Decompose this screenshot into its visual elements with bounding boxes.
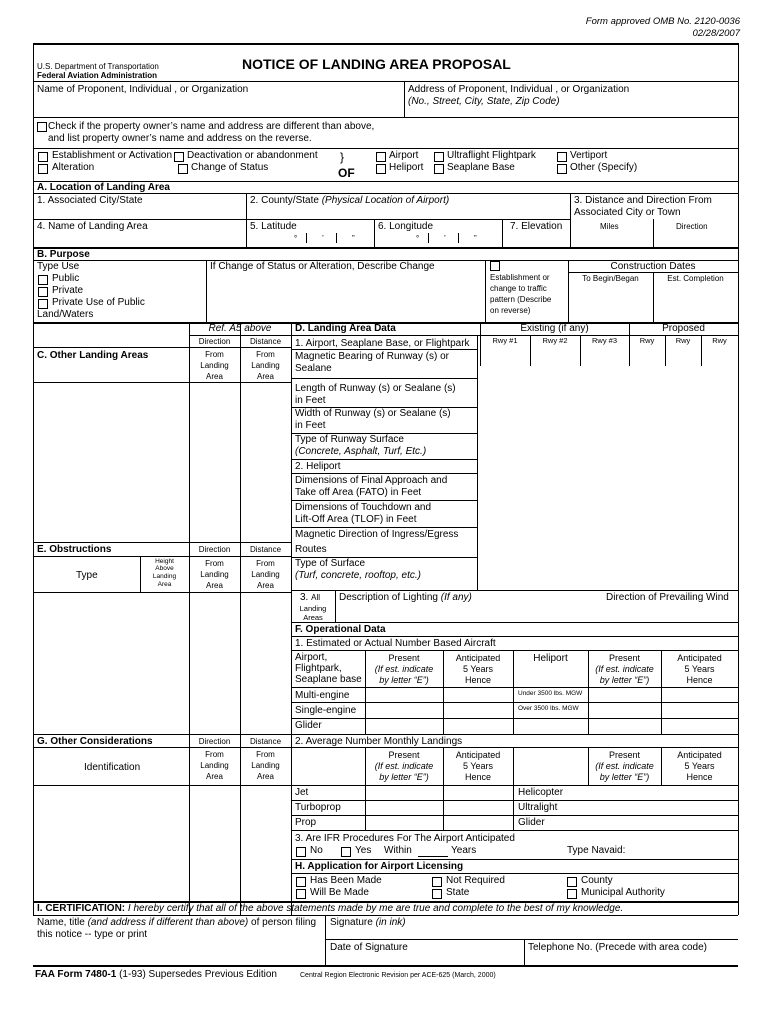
brace: } — [340, 150, 345, 164]
heli-present: Present — [608, 653, 641, 663]
divider — [33, 542, 291, 543]
f-item-3: 3. Are IFR Procedures For The Airport Anticipated — [295, 833, 515, 844]
g-distance-label: Distance — [249, 737, 282, 746]
section-a-title: A. Location of Landing Area — [37, 182, 170, 193]
pattern-line-2: change to traffic — [490, 284, 547, 293]
glider-row-label: Glider — [518, 817, 545, 828]
airport-type-3: Seaplane base — [295, 674, 362, 685]
divider — [291, 473, 477, 474]
divider — [33, 117, 738, 118]
elevation-label: 7. Elevation — [510, 221, 563, 232]
divider — [374, 219, 375, 247]
divider — [33, 247, 738, 249]
e-height-4: Area — [157, 581, 172, 588]
divider — [291, 349, 477, 350]
e-height-1: Height — [155, 558, 174, 565]
ultralight-checkbox[interactable] — [434, 152, 444, 162]
heli-anticipated: Anticipated — [677, 653, 722, 663]
g-from-3: Area — [206, 772, 223, 781]
section-e-title: E. Obstructions — [37, 544, 112, 555]
divider — [291, 590, 738, 591]
divider — [291, 873, 738, 874]
routes-label: Magnetic Direction of Ingress/Egress — [295, 529, 459, 540]
divider — [291, 622, 738, 623]
name-title-label-2: this notice -- type or print — [37, 929, 148, 940]
alteration-checkbox[interactable] — [38, 164, 48, 174]
lat-min: ’ — [322, 234, 324, 243]
divider — [404, 81, 405, 117]
section-h-title: H. Application for Airport Licensing — [295, 861, 464, 872]
width-label: Width of Runway (s) or Sealane (s) — [295, 408, 451, 419]
divider — [291, 785, 738, 786]
form-title: NOTICE OF LANDING AREA PROPOSAL — [242, 56, 511, 72]
divider — [291, 378, 477, 379]
magnetic-bearing-label: Magnetic Bearing of Runway (s) or — [295, 351, 449, 362]
owner-check-text-2: and list property owner’s name and address on the reverse. — [48, 133, 312, 144]
divider — [653, 219, 654, 247]
ifr-yes-checkbox[interactable] — [341, 847, 351, 857]
e-height-3: Landing — [152, 573, 177, 580]
name-title-label: Name, title (and address if different than above) of person filing — [37, 917, 317, 928]
direction-label: Direction — [676, 222, 708, 231]
length-label-2: in Feet — [295, 395, 326, 406]
proposed-label: Proposed — [662, 323, 705, 334]
divider — [33, 219, 570, 220]
owner-different-checkbox[interactable] — [37, 122, 47, 132]
pattern-line-4: on reverse) — [490, 306, 531, 315]
not-required-checkbox[interactable] — [432, 877, 442, 887]
ifr-no-label: No — [310, 845, 323, 856]
e-direction-label: Direction — [198, 545, 231, 554]
section-b-title: B. Purpose — [37, 249, 90, 260]
e-from-3: Area — [206, 581, 223, 590]
landings-present: Present — [388, 750, 420, 760]
pattern-line-1: Establishment or — [490, 273, 550, 282]
divider — [291, 859, 738, 860]
divider — [502, 219, 503, 247]
divider — [336, 233, 337, 243]
heli-present-hint-2: by letter “E”) — [599, 675, 650, 685]
telephone-label: Telephone No. (Precede with area code) — [528, 942, 707, 953]
within-years-input[interactable] — [418, 856, 448, 857]
e-height-2: Above — [155, 565, 174, 572]
surface-hint: (Concrete, Asphalt, Turf, Etc.) — [295, 446, 427, 457]
distance-label-2: Associated City or Town — [574, 207, 681, 218]
vertiport-checkbox[interactable] — [557, 152, 567, 162]
landing-area-name-label: 4. Name of Landing Area — [37, 221, 148, 232]
heli-landings-present: Present — [608, 750, 641, 760]
ifr-no-checkbox[interactable] — [296, 847, 306, 857]
license-made-checkbox[interactable] — [296, 877, 306, 887]
rwy-prop-1: Rwy — [639, 336, 655, 345]
lighting-label: Description of Lighting (If any) — [339, 592, 472, 603]
landings-present-hint-2: by letter “E”) — [379, 772, 429, 782]
divider — [291, 527, 477, 528]
navaid-label: Type Navaid: — [567, 845, 626, 856]
tlof-label-2: Lift-Off Area (TLOF) in Feet — [295, 514, 417, 525]
public-label: Public — [52, 273, 80, 284]
multi-engine-label: Multi-engine — [295, 690, 350, 701]
establishment-checkbox[interactable] — [38, 152, 48, 162]
lon-min: ’ — [444, 234, 446, 243]
divider — [33, 347, 291, 348]
anticipated-label: Anticipated — [455, 653, 501, 663]
divider — [189, 322, 190, 915]
omb-date: 02/28/2007 — [692, 28, 740, 39]
establishment-label: Establishment or Activation — [52, 150, 173, 161]
completion-label: Est. Completion — [667, 274, 724, 283]
section-c-title: C. Other Landing Areas — [37, 350, 149, 361]
divider — [570, 193, 571, 247]
present-label: Present — [388, 653, 420, 663]
e-type-label: Type — [76, 570, 98, 581]
license-will-checkbox[interactable] — [296, 889, 306, 899]
airport-label: Airport — [389, 150, 419, 161]
distance-label: 3. Distance and Direction From — [574, 195, 712, 206]
divider — [291, 650, 738, 651]
section-g-title: G. Other Considerations — [37, 736, 153, 747]
divider — [33, 915, 738, 916]
divider — [33, 382, 291, 383]
divider — [335, 590, 336, 622]
g-from-4: From — [256, 750, 275, 759]
present-hint-2: by letter “E”) — [379, 675, 429, 685]
divider — [291, 687, 738, 688]
municipal-checkbox[interactable] — [567, 889, 577, 899]
divider — [306, 233, 307, 243]
change-status-checkbox[interactable] — [178, 164, 188, 174]
heli-surface-label: Type of Surface — [295, 558, 366, 569]
ultralight-row-label: Ultralight — [518, 802, 558, 813]
heliport-checkbox[interactable] — [376, 164, 386, 174]
heli-present-hint: (If est. indicate — [595, 664, 654, 674]
ref-a5-label: Ref. A5 above — [208, 323, 272, 334]
prop-label: Prop — [295, 817, 317, 828]
pattern-change-checkbox[interactable] — [490, 261, 500, 271]
county-checkbox[interactable] — [567, 877, 577, 887]
c-from-6: Area — [257, 372, 274, 381]
divider — [524, 939, 525, 965]
divider — [428, 233, 429, 243]
divider — [33, 556, 291, 557]
agency-label: Federal Aviation Administration — [37, 71, 158, 80]
dept-label: U.S. Department of Transportation — [37, 62, 159, 71]
divider — [291, 800, 738, 801]
heli-landings-five: 5 Years — [684, 761, 715, 771]
divider — [33, 148, 738, 149]
airport-checkbox[interactable] — [376, 152, 386, 162]
divider — [291, 815, 738, 816]
form-number: FAA Form 7480-1 (1-93) Supersedes Previous Edition — [35, 969, 277, 980]
jet-label: Jet — [295, 787, 309, 798]
section-d-title: D. Landing Area Data — [295, 323, 396, 334]
type-use-label: Type Use — [37, 261, 80, 272]
g-from-5: Landing — [251, 761, 280, 770]
proponent-address-label: Address of Proponent, Individual , or Organization — [408, 84, 630, 95]
c-from-2: Landing — [200, 361, 229, 370]
of-label: OF — [338, 166, 355, 180]
seaplane-checkbox[interactable] — [434, 164, 444, 174]
divider — [485, 260, 486, 322]
miles-label: Miles — [600, 222, 619, 231]
rwy3-label: Rwy #3 — [591, 336, 617, 345]
divider — [291, 636, 738, 637]
fato-label: Dimensions of Final Approach and — [295, 475, 448, 486]
c-distance-label: Distance — [249, 337, 282, 346]
other-checkbox[interactable] — [557, 164, 567, 174]
g-from-1: From — [205, 750, 224, 759]
construction-dates-label: Construction Dates — [610, 261, 696, 272]
proponent-name-label: Name of Proponent, Individual , or Organization — [37, 84, 249, 95]
county-state-label: 2. County/State (Physical Location of Airport) — [250, 195, 450, 206]
f-item-1: 1. Estimated or Actual Number Based Aircraft — [295, 638, 496, 649]
divider — [206, 260, 207, 322]
heli-landings-hint: (If est. indicate — [595, 761, 654, 771]
certification-line: I. CERTIFICATION: I hereby certify that all of the above statements made by me are true and complete to the best of my knowledge. — [37, 903, 624, 914]
divider — [513, 747, 514, 830]
c-from-1: From — [205, 350, 224, 359]
identification-label: Identification — [84, 762, 141, 773]
all-areas-2: Areas — [303, 613, 323, 622]
c-from-3: Area — [206, 372, 223, 381]
tlof-label: Dimensions of Touchdown and — [295, 502, 432, 513]
divider — [291, 718, 738, 719]
landings-anticipated: Anticipated — [455, 750, 501, 760]
length-label: Length of Runway (s) or Sealane (s) — [295, 383, 456, 394]
begin-label: To Begin/Began — [582, 274, 639, 283]
rwy-prop-3: Rwy — [712, 336, 727, 345]
divider — [291, 702, 738, 703]
routes-label-2: Routes — [295, 544, 327, 555]
divider — [325, 915, 326, 965]
divider — [291, 734, 738, 735]
e-from-5: Landing — [251, 570, 280, 579]
seaplane-label: Seaplane Base — [447, 162, 515, 173]
hence-label: Hence — [464, 675, 491, 685]
divider — [246, 193, 247, 247]
pattern-line-3: pattern (Describe — [490, 295, 552, 304]
divider — [291, 459, 477, 460]
land-waters-label: Land/Waters — [37, 309, 94, 320]
lat-deg: ° — [294, 234, 298, 243]
divider — [33, 734, 291, 735]
c-from-4: From — [256, 350, 275, 359]
c-direction-label: Direction — [198, 337, 231, 346]
single-engine-label: Single-engine — [295, 705, 357, 716]
divider — [291, 500, 477, 501]
magnetic-bearing-label-2: Sealane — [295, 363, 332, 374]
years-label: Years — [451, 845, 477, 856]
omb-number: Form approved OMB No. 2120-0036 — [585, 16, 740, 27]
g-from-2: Landing — [200, 761, 229, 770]
e-from-6: Area — [257, 581, 274, 590]
divider — [291, 830, 738, 831]
divider — [33, 785, 291, 786]
airport-type-2: Flightpark, — [295, 663, 342, 674]
landings-hence: Hence — [464, 772, 491, 782]
divider — [189, 335, 291, 336]
heli-landings-hence: Hence — [686, 772, 713, 782]
license-will-label: Will Be Made — [310, 887, 369, 898]
lon-sec: ” — [474, 234, 477, 243]
divider — [291, 747, 738, 748]
e-from-2: Landing — [200, 570, 229, 579]
alteration-label: Alteration — [52, 162, 95, 173]
present-hint: (If est. indicate — [374, 664, 434, 674]
helicopter-label: Helicopter — [518, 787, 564, 798]
rwy-prop-2: Rwy — [675, 336, 691, 345]
c-from-5: Landing — [251, 361, 280, 370]
divider — [325, 939, 738, 940]
section-f-title: F. Operational Data — [295, 624, 386, 635]
longitude-label: 6. Longitude — [378, 221, 434, 232]
g-direction-label: Direction — [198, 737, 231, 746]
wind-label: Direction of Prevailing Wind — [606, 592, 729, 603]
revision-note: Central Region Electronic Revision per ACE-625 (March, 2000) — [300, 972, 496, 979]
e-from-4: From — [256, 559, 275, 568]
g-from-6: Area — [257, 772, 274, 781]
municipal-label: Municipal Authority — [581, 887, 665, 898]
divider — [458, 233, 459, 243]
form-right-border — [738, 43, 739, 915]
not-required-label: Not Required — [446, 875, 505, 886]
heli-landings-hint-2: by letter “E”) — [599, 772, 650, 782]
surface-label: Type of Runway Surface — [295, 434, 404, 445]
date-signature-label: Date of Signature — [330, 942, 408, 953]
private-checkbox[interactable] — [38, 287, 48, 297]
e-from-1: From — [205, 559, 224, 568]
signature-label: Signature (in ink) — [330, 917, 406, 928]
state-checkbox[interactable] — [432, 889, 442, 899]
heli-landings-anticipated: Anticipated — [677, 750, 722, 760]
divider — [477, 335, 478, 590]
latitude-label: 5. Latitude — [250, 221, 297, 232]
all-areas-num: 3. All — [300, 592, 321, 603]
vertiport-label: Vertiport — [570, 150, 608, 161]
deactivation-label: Deactivation or abandonment — [187, 150, 318, 161]
within-label: Within — [384, 845, 412, 856]
form-top-border — [33, 43, 738, 45]
heli-five-years: 5 Years — [684, 664, 715, 674]
private-public-checkbox[interactable] — [38, 299, 48, 309]
rwy1-label: Rwy #1 — [492, 336, 518, 345]
glider-label: Glider — [295, 720, 322, 731]
under-mgw-label: Under 3500 lbs. MGW — [518, 690, 583, 697]
county-label: County — [581, 875, 613, 886]
e-distance-label: Distance — [249, 545, 282, 554]
fato-label-2: Take off Area (FATO) in Feet — [295, 487, 422, 498]
license-made-label: Has Been Made — [310, 875, 382, 886]
rwy2-label: Rwy #2 — [542, 336, 568, 345]
change-describe-label: If Change of Status or Alteration, Describe Change — [210, 261, 435, 272]
other-label: Other (Specify) — [570, 162, 638, 173]
state-label: State — [446, 887, 470, 898]
airport-type-1: Airport, — [295, 652, 328, 663]
divider — [33, 592, 291, 593]
five-years-label: 5 Years — [462, 664, 494, 674]
change-status-label: Change of Status — [191, 162, 269, 173]
divider — [33, 81, 738, 82]
owner-check-text: Check if the property owner’s name and address are different than above, — [48, 121, 375, 132]
heli-hence: Hence — [686, 675, 713, 685]
divider — [33, 747, 291, 748]
landings-five: 5 Years — [462, 761, 494, 771]
item-airport: 1. Airport, Seaplane Base, or Flightpark — [295, 338, 470, 349]
existing-label: Existing (if any) — [520, 323, 589, 334]
city-state-label: 1. Associated City/State — [37, 195, 143, 206]
heliport-label: Heliport — [389, 162, 424, 173]
f-heliport-label: Heliport — [533, 653, 568, 664]
private-public-label: Private Use of Public — [52, 297, 145, 308]
form-bottom-border — [33, 965, 738, 967]
turboprop-label: Turboprop — [295, 802, 341, 813]
heli-surface-hint: (Turf, concrete, rooftop, etc.) — [295, 570, 421, 581]
ultralight-label: Ultraflight Flightpark — [447, 150, 536, 161]
private-label: Private — [52, 285, 84, 296]
all-areas-1: Landing — [299, 604, 327, 613]
landings-present-hint: (If est. indicate — [374, 761, 434, 771]
lat-sec: ” — [352, 234, 355, 243]
ifr-yes-label: Yes — [355, 845, 372, 856]
divider — [33, 193, 738, 194]
f-item-2: 2. Average Number Monthly Landings — [295, 736, 463, 747]
proponent-address-hint: (No., Street, City, State, Zip Code) — [408, 96, 560, 107]
public-checkbox[interactable] — [38, 275, 48, 285]
heliport-item: 2. Heliport — [295, 461, 341, 472]
divider — [240, 322, 241, 915]
lon-deg: ° — [416, 234, 420, 243]
deactivation-checkbox[interactable] — [174, 152, 184, 162]
over-mgw-label: Over 3500 lbs. MGW — [518, 705, 579, 712]
width-label-2: in Feet — [295, 420, 326, 431]
